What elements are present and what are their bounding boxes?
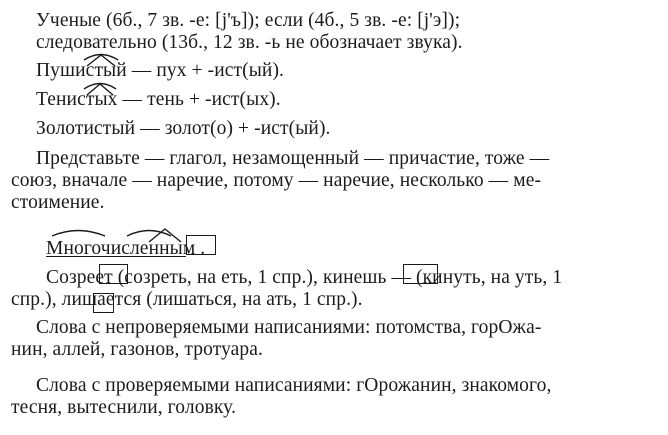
root-arc-icon [51, 227, 106, 237]
text-line: Тенистых — тень + -ист(ых). [36, 89, 281, 110]
word-underline [46, 256, 186, 257]
ending-box [93, 293, 114, 313]
text-line: Слова с проверяемыми написаниями: гОрожанин, знакомого, [36, 375, 552, 396]
text-line: спр.), лишается (лишаться, на ать, 1 спр.). [11, 289, 363, 310]
text-line: нин, аллей, газонов, тротуара. [11, 339, 264, 360]
text-line: союз, вначале — наречие, потому — наречие, несколько — ме- [11, 170, 542, 191]
text-line: Ученые (6б., 7 зв. -е: [j'ъ]); если (4б., 5 зв. -е: [j'э]); [36, 10, 461, 31]
text-line: Многочисленным . [46, 238, 206, 259]
text-line: тесня, вытеснили, головку. [11, 397, 237, 418]
text-line: Представьте — глагол, незамощенный — причастие, тоже — [36, 148, 550, 169]
ending-box [186, 235, 216, 255]
text-line: следовательно (13б., 12 зв. -ь не обозначает звука). [36, 32, 463, 53]
text-line: Пушистый — пух + -ист(ый). [36, 60, 285, 81]
text-line: Слова с непроверяемыми написаниями: потомства, горОжа- [36, 317, 542, 338]
ending-box [403, 264, 438, 284]
text-line: Золотистый — золот(о) + -ист(ый). [36, 118, 331, 139]
ending-box [99, 264, 128, 284]
text-line: Созреет (созреть, на еть, 1 спр.), кинешь — (кинуть, на уть, 1 [46, 267, 563, 288]
root-arc-icon [126, 227, 172, 237]
text-line: стоимение. [11, 192, 105, 213]
